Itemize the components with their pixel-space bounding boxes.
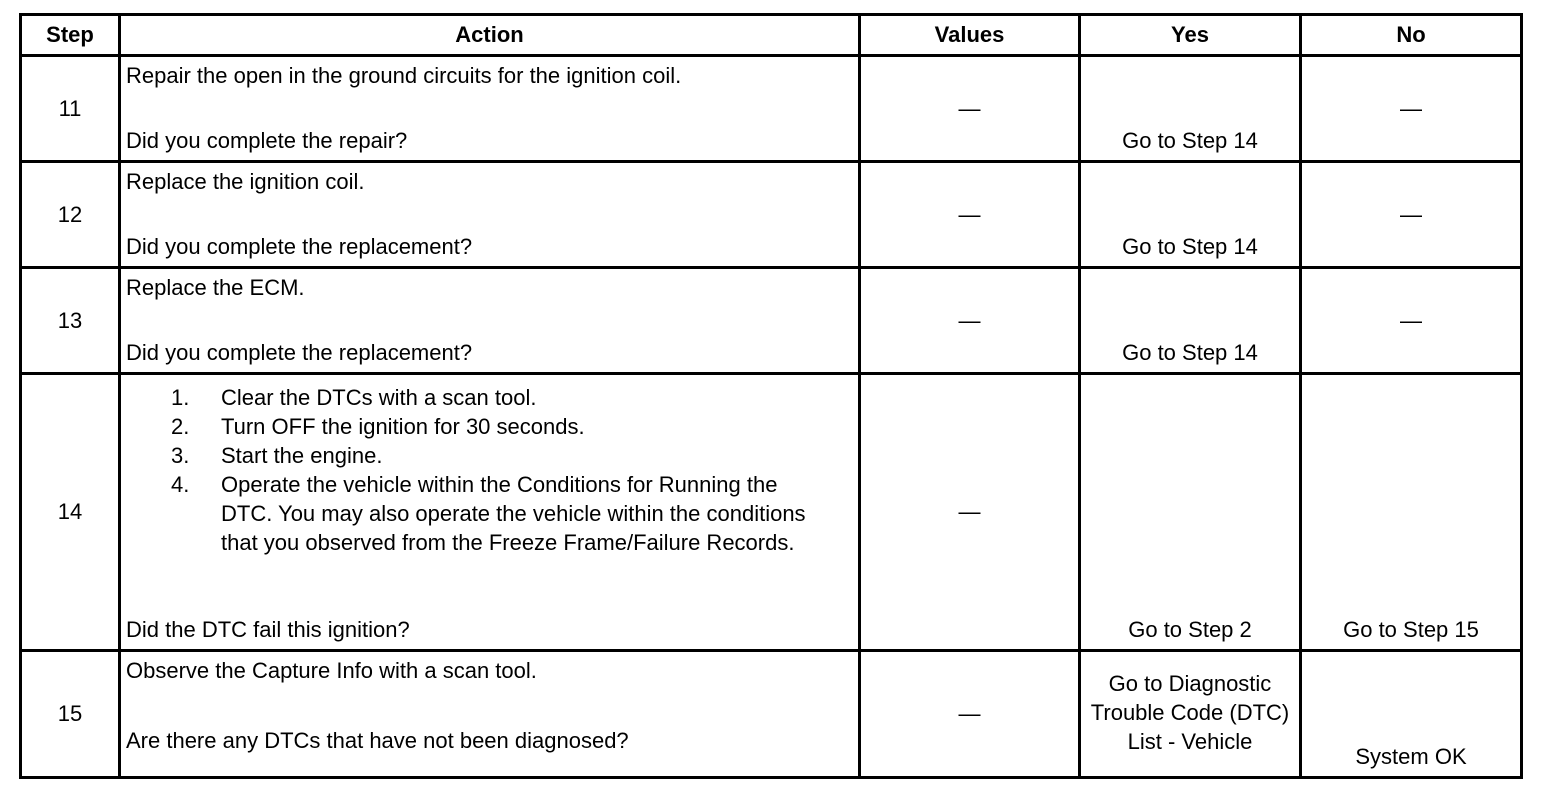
no-cell [1301,374,1522,651]
list-item: 1. Clear the DTCs with a scan tool. [171,385,537,410]
action-cell [120,162,860,268]
action-question: Are there any DTCs that have not been diagnosed? [126,728,629,753]
yes-cell [1080,162,1301,268]
yes-cell [1080,651,1301,778]
header-no: No [1301,15,1522,56]
action-instruction: Observe the Capture Info with a scan tool. [126,658,537,683]
no-cell [1301,651,1522,778]
header-action: Action [120,15,860,56]
table-row [21,268,1522,374]
step-number: 12 [21,162,120,268]
list-item: 2. Turn OFF the ignition for 30 seconds. [171,414,585,439]
yes-link[interactable]: Go to Step 14 [1122,128,1258,153]
action-cell [120,651,860,778]
action-question: Did the DTC fail this ignition? [126,617,410,642]
yes-cell [1080,56,1301,162]
action-instruction: Replace the ignition coil. [126,169,365,194]
table-row [21,651,1522,778]
no-link[interactable]: Go to Step 15 [1343,617,1479,642]
yes-link[interactable]: Go to Step 14 [1122,234,1258,259]
header-step: Step [21,15,120,56]
table-row [21,374,1522,651]
no-result: System OK [1355,744,1467,769]
diagnostic-table [19,13,1523,779]
list-item: 4. Operate the vehicle within the Conditions for Running the DTC. You may also operate the vehicle within the conditions that you observed from the Freeze Frame/Failure Records. [171,472,806,555]
step-number: 14 [21,374,120,651]
step-number: 15 [21,651,120,778]
action-cell [120,268,860,374]
table-row [21,56,1522,162]
header-values: Values [860,15,1080,56]
action-instruction: Replace the ECM. [126,275,305,300]
yes-link[interactable]: Go to Step 2 [1128,617,1252,642]
no-cell: — [1301,162,1522,268]
no-cell: — [1301,268,1522,374]
action-question: Did you complete the replacement? [126,234,473,259]
yes-cell [1080,374,1301,651]
header-row [21,15,1522,56]
procedure-list [171,383,831,557]
values-cell: — [860,374,1080,651]
action-question: Did you complete the repair? [126,128,408,153]
values-cell: — [860,56,1080,162]
yes-link[interactable]: Go to Diagnostic Trouble Code (DTC) List - Vehicle [1090,670,1290,754]
list-item: 3. Start the engine. [171,443,383,468]
step-number: 13 [21,268,120,374]
header-yes: Yes [1080,15,1301,56]
yes-cell [1080,268,1301,374]
action-cell [120,374,860,651]
action-instruction: Repair the open in the ground circuits for the ignition coil. [126,63,682,88]
values-cell: — [860,162,1080,268]
values-cell: — [860,651,1080,778]
action-question: Did you complete the replacement? [126,340,473,365]
values-cell: — [860,268,1080,374]
yes-link[interactable]: Go to Step 14 [1122,340,1258,365]
no-cell: — [1301,56,1522,162]
table-row [21,162,1522,268]
step-number: 11 [21,56,120,162]
action-cell [120,56,860,162]
